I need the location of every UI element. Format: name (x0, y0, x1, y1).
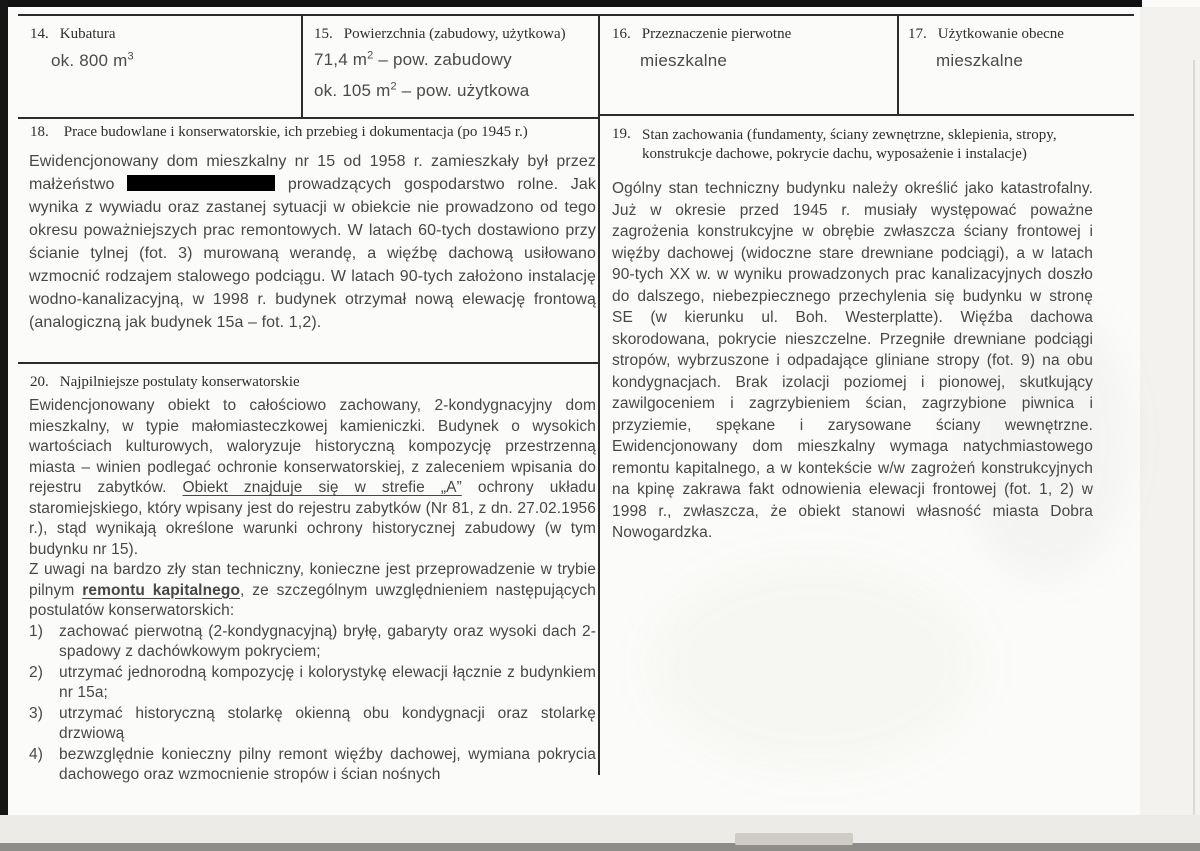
section-19-paragraph: Ogólny stan techniczny budynku należy określić jako katastrofalny. Już w okresie przed 1945 r. musiały występować poważne zagrożenia konstrukcyjne w obrębie zwłaszcza ściany frontowej i więźby dachowej (widoczne stare drewniane podciągi), a w latach 90-tych XX w. w wyniku prowadzonych prac kanalizacyjnych doszło do dalszego, niebezpiecznego przechylenia się budynku w stronę SE (w kierunku ul. Boh. Westerplatte). Więźba dachowa skorodowana, pokrycie nieszczelne. Przegniłe drewniane podciągi stropów, wybrzuszone i odpadające gliniane stropy (fot. 9) na obu kondygnacjach. Brak izolacji poziomej i pionowej, skutkujący zawilgoceniem i zagrzybieniem ścian, zagrzybione piwnica i przyziemie, spękane i zarysowane ściany wewnętrzne. Ewidencjonowany dom mieszkalny wymaga natychmiastowego remontu kapitalnego, a w kontekście w/w zagrożeń konstrukcyjnych na kpinę zakrawa fakt odnowienia elewacji frontowej (fot. 1, 2) w 1998 r., zwłaszcza, że obiekt stanowi własność miasta Dobra Nowogardzka. (612, 180, 1093, 541)
field-17-number: 17. (908, 26, 927, 42)
list-item (29, 663, 596, 704)
section-20-body (29, 396, 596, 786)
field-14-kubatura (30, 26, 134, 71)
center-column-divider (598, 14, 600, 775)
section-20-number: 20. (30, 374, 49, 390)
section-19-label: Stan zachowania (fundamenty, ściany zewnętrzne, sklepienia, stropy, konstrukcje dachowe, pokrycie dachu, wyposażenie i instalacje) (642, 127, 1057, 162)
list-item-marker: 2) (29, 663, 43, 681)
field-14-label: Kubatura (59, 26, 116, 42)
list-item-text: utrzymać historyczną stolarkę okienną obu kondygnacji oraz stolarkę drzwiową (59, 704, 596, 742)
field-17-uzytkowanie (908, 26, 1064, 71)
section-18-text-after-redaction: prowadzących gospodarstwo rolne. Jak wynika z wywiadu oraz zastanej sytuacji w obiekcie nie prowadzono od tego okresu poważniejszych prac remontowych. W latach 60-tych dostawiono przy ścianie tylnej (fot. 3) murowaną werandę, a więźbę dachową usiłowano wzmocnić rodzajem stalowego podciągu. W latach 90-tych założono instalację wodno-kanalizacyjną, w 1998 r. budynek otrzymał nową elewację frontową (analogiczną jak budynek 15a – fot. 1,2). (29, 176, 596, 331)
field-15-value-line1: 71,4 $m^2$ – pow. zabudowy (314, 49, 512, 69)
section-20-paragraph-1: Ewidencjonowany obiekt to całościowo zachowany, 2-kondygnacyjny dom mieszkalny, w typie małomiasteczkowej kamieniczki. Budynek o wysokich wartościach kulturowych, waloryzuje historyczną kompozycję przestrzenną miasta – winien podlegać ochronie konserwatorskiej, z zaleceniem wpisania do rejestru zabytków. Obiekt znajduje się w strefie „A” ochrony układu staromiejskiego, który wpisany jest do rejestru zabytków (Nr 81, z dn. 27.02.1956 r.), stąd wynikają określone warunki ochrony historycznej zabudowy (w tym budynku nr 15). (29, 397, 596, 558)
list-item-marker: 3) (29, 704, 43, 722)
section-19-header (612, 126, 1127, 164)
scan-stain (650, 560, 980, 770)
scan-page-right-margin (1140, 7, 1200, 815)
divider-under-section-18 (18, 362, 600, 364)
divider-cells-14-15 (301, 14, 303, 119)
emphasized-phrase-remont-kapitalny: remontu kapitalnego (82, 581, 241, 599)
section-20 (30, 374, 300, 391)
section-18-header (30, 124, 528, 141)
section-19 (612, 126, 1127, 164)
section-18-label: Prace budowlane i konserwatorskie, ich przebieg i dokumentacja (po 1945 r.) (63, 124, 528, 140)
section-18-number: 18. (30, 124, 49, 140)
underlined-phrase-strefa-a: Obiekt znajduje się w strefie „A” (182, 479, 462, 496)
field-14-value: ok. 800 $m^3$ (51, 50, 134, 70)
field-16-value: mieszkalne (640, 51, 728, 70)
list-item (29, 622, 596, 663)
list-item-marker: 4) (29, 745, 43, 763)
field-14-number: 14. (30, 26, 49, 42)
field-14-header (30, 26, 134, 43)
list-item-text: zachować pierwotną (2-kondygnacyjną) bryłę, gabaryty oraz wysoki dach 2-spadowy z dachówkowym pokryciem; (59, 622, 596, 660)
table-border-under-cells-16-17 (599, 114, 1134, 116)
list-item-text: utrzymać jednorodną kompozycję i kolorystykę elewacji łącznie z budynkiem nr 15a; (59, 663, 596, 701)
section-18-paragraph (29, 150, 596, 334)
list-item-marker: 1) (29, 622, 43, 640)
scan-page-right-edge (1193, 60, 1195, 815)
field-15-label: Powierzchnia (zabudowy, użytkowa) (343, 26, 566, 42)
field-15-powierzchnia (314, 26, 566, 101)
field-15-value-line2: ok. 105 $m^2$ – pow. użytkowa (314, 80, 530, 100)
field-16-number: 16. (612, 26, 631, 42)
section-20-label: Najpilniejsze postulaty konserwatorskie (59, 374, 300, 390)
table-border-top (18, 14, 1134, 16)
section-18-text-before-redaction: Ewidencjonowany dom mieszkalny nr 15 od 1958 r. zamieszkały był przez małżeństwo (29, 153, 596, 193)
scan-edge-bottom-line (0, 843, 1200, 851)
table-border-under-cells-14-15 (18, 117, 600, 119)
field-15-number: 15. (314, 26, 333, 42)
field-17-header (908, 26, 1064, 43)
field-16-label: Przeznaczenie pierwotne (641, 26, 792, 42)
scan-edge-left (0, 0, 8, 818)
scan-edge-top (0, 0, 1142, 7)
section-20-paragraph-2: Z uwagi na bardzo zły stan techniczny, konieczne jest przeprowadzenie w trybie pilnym remontu kapitalnego, ze szczególnym uwzględnieniem następujących postulatów konserwatorskich: (29, 561, 596, 619)
field-16-przeznaczenie (612, 26, 791, 71)
field-17-value: mieszkalne (936, 51, 1024, 70)
list-item (29, 745, 596, 786)
redaction-bar (127, 175, 275, 191)
scan-smudge (735, 833, 853, 845)
divider-cells-16-17 (897, 14, 899, 116)
section-20-header (30, 374, 300, 391)
section-19-number: 19. (612, 126, 631, 142)
field-17-label: Użytkowanie obecne (937, 26, 1064, 42)
list-item-text: bezwzględnie konieczny pilny remont więźby dachowej, wymiana pokrycia dachowego oraz wzmocnienie stropów i ścian nośnych (59, 745, 596, 783)
field-15-header (314, 26, 566, 43)
field-16-header (612, 26, 791, 43)
list-item (29, 704, 596, 745)
section-18 (30, 124, 528, 141)
